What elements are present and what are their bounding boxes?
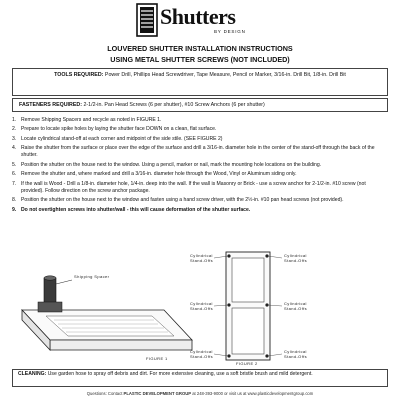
logo-wordmark: Shutters xyxy=(160,4,236,29)
standoff-label: Cylindrical Stand-Offs xyxy=(190,253,214,263)
figure-1 xyxy=(14,250,194,366)
step-number: 7. xyxy=(12,180,17,187)
step-text: Prepare to locate spike holes by laying the shutter face DOWN on a clean, flat surface. xyxy=(21,126,217,133)
tools-text: Power Drill, Phillips Head Screwdriver, Tape Measure, Pencil or Marker, 3/16-in. Drill Bit, 1/8-in. Drill Bit xyxy=(104,72,346,78)
step-number: 1. xyxy=(12,117,17,123)
step-item xyxy=(12,171,388,178)
step-text: Position the shutter on the house next to the window and fasten using a hand screw driver, with the 2½-in. #10 pan head screws (not provided). xyxy=(21,197,344,204)
step-number: 3. xyxy=(12,135,17,142)
step-item-warning xyxy=(12,207,388,214)
standoff-label: Cylindrical Stand-Offs xyxy=(284,253,308,263)
cleaning-text: Use garden hose to spray off debris and dirt. For more extensive cleaning, use a soft bristle brush and mild detergent. xyxy=(47,371,313,377)
contact-company: PLASTIC DEVELOPMENT GROUP xyxy=(123,391,192,396)
figure-1-caption: FIGURE 1 xyxy=(146,356,168,361)
figure-2-caption: FIGURE 2 xyxy=(236,361,258,366)
step-text: Do not overtighten screws into shutter/wall - this will cause deformation of the shutter surface. xyxy=(21,206,251,213)
standoff-label: Cylindrical Stand-Offs xyxy=(190,349,214,359)
standoff-label: Cylindrical Stand-Offs xyxy=(284,349,308,359)
contact-prefix: Questions: Contact xyxy=(86,391,123,396)
shipping-spacer-icon xyxy=(38,276,62,312)
title-line-2: USING METAL SHUTTER SCREWS (NOT INCLUDED) xyxy=(110,55,290,64)
standoff-label: Cylindrical Stand-Offs xyxy=(284,301,308,311)
cleaning-box xyxy=(12,369,388,387)
step-text: Remove the shutter and, where marked and drill a 3/16-in. diameter hole through the Wood, Vinyl or Aluminum siding only. xyxy=(21,171,297,178)
tools-label: TOOLS REQUIRED: xyxy=(54,72,104,78)
step-number: 6. xyxy=(12,171,17,178)
brand-logo xyxy=(136,3,264,37)
tools-required-box xyxy=(12,68,388,96)
step-item xyxy=(12,117,388,124)
figure-2 xyxy=(190,250,390,366)
figure-1-callout: Shipping Spacer xyxy=(74,274,110,279)
step-item xyxy=(12,145,388,159)
cleaning-label: CLEANING: xyxy=(18,371,47,377)
step-text: Raise the shutter from the surface or place over the edge of the surface and drill a 3/16-in. diameter hole in the center of the stand-off through the back of the shutter. xyxy=(21,145,375,159)
fasteners-label: FASTENERS REQUIRED: xyxy=(19,102,82,108)
step-number: 9. xyxy=(12,206,17,213)
step-text: If the wall is Wood - Drill a 1/8-in. diameter hole, 1/4-in. deep into the wall. If the wall is Masonry or Brick - use a screw anchor for 2-1/2-in. #10 screw (not provided). Follow direction on the screw anchor package. xyxy=(21,180,366,194)
contact-footer xyxy=(12,391,388,396)
logo-subtitle: BY DESIGN xyxy=(214,29,246,34)
shutter-logo-icon xyxy=(136,3,158,37)
standoff-label: Cylindrical Stand-Offs xyxy=(190,301,214,311)
step-number: 4. xyxy=(12,145,17,152)
step-item xyxy=(12,126,388,133)
shutter-corner-illustration xyxy=(14,250,194,366)
step-text: Remove Shipping Spacers and recycle as noted in FIGURE 1. xyxy=(21,117,162,123)
fasteners-text: 2-1/2-in. Pan Head Screws (6 per shutter), #10 Screw Anchors (6 per shutter) xyxy=(83,102,265,108)
step-text: Position the shutter on the house next to the window. Using a pencil, marker or nail, mark the mounting hole locations on the building. xyxy=(21,161,322,168)
fasteners-required-box xyxy=(12,98,388,112)
step-item xyxy=(12,181,388,195)
installation-steps xyxy=(12,117,388,216)
step-item xyxy=(12,136,388,143)
step-number: 5. xyxy=(12,161,17,168)
step-number: 8. xyxy=(12,197,17,204)
contact-suffix: at 248-393-9000 or visit us at www.plasticdevelopmentgroup.com xyxy=(192,391,314,396)
title-line-1: LOUVERED SHUTTER INSTALLATION INSTRUCTIONS xyxy=(107,44,293,53)
document-title xyxy=(20,43,380,65)
step-item xyxy=(12,162,388,169)
step-text: Locate cylindrical stand-off at each corner and midpoint of the side stile. (SEE FIGURE 2) xyxy=(21,135,223,142)
step-number: 2. xyxy=(12,126,17,133)
step-item xyxy=(12,197,388,204)
